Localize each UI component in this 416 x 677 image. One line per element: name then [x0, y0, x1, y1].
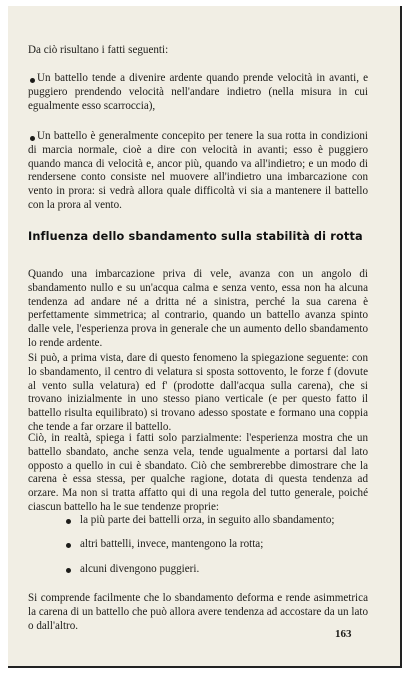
page-number: 163 [335, 628, 352, 640]
paragraph-2: Si può, a prima vista, dare di questo fenomeno la spiegazione seguente: con lo sbandamento, il centro di velatura si sposta sottovento, le forze f (dovute al vento sulla velatura) ed f' (prodotte dall'acqua sulla carena), che si trovano inizialmente in uno stesso piano verticale (e per questo fatto il battello risulta equilibrato) si trovano adesso spostate e formano una coppia che tende a far orzare il battello. [28, 352, 368, 433]
sub-bullet-2: altri battelli, invece, mantengono la rotta; [80, 538, 264, 550]
lead-sentence: Da ciò risultano i fatti seguenti: [28, 44, 169, 56]
paragraph-1: Quando una imbarcazione priva di vele, avanza con un angolo di sbandamento nullo e su un'acqua calma e senza vento, essa non ha alcuna tendenza ad andare né a dritta né a sinistra, perché la sua carena è perfettamente simmetrica; al contrario, quando un battello avanza spinto dalle vele, l'esperienza prova in generale che un aumento dello sbandamento lo rende ardente. [28, 268, 368, 349]
paragraph-3: Ciò, in realtà, spiega i fatti solo parzialmente: l'esperienza mostra che un battello sbandato, anche senza vela, tende ugualmente a portarsi dal lato opposto a quello in cui è sbandato. Ciò che sembrerebbe dimostrare che la carena è essa stessa, per qualche ragione, dotata di questa tendenza ad orzare. Ma non si tratta affatto qui di una regola del tutto generale, poiché ciascun battello ha le sue tendenze proprie: [28, 432, 368, 513]
bullet-item-2-text: Un battello è generalmente concepito per tenere la sua rotta in condizioni di marcia normale, cioè a dire con velocità in avanti; esso è puggiero quando manca di velocità e, ancor più, quando va all'indietro; e un modo di rendersene conto consiste nel muovere all'indietro una imbarcazione con vento in prora: si vedrà allora quale difficoltà vi sia a mantenere il battello con la prora al vento. [28, 130, 368, 211]
section-heading: Influenza dello sbandamento sulla stabilità di rotta [28, 230, 363, 243]
book-page [8, 6, 402, 668]
sub-bullet-dot [66, 519, 71, 524]
sub-bullet-dot [66, 543, 71, 548]
bullet-item-2 [28, 130, 368, 213]
sub-bullet-1: la più parte dei battelli orza, in seguito allo sbandamento; [80, 514, 335, 526]
bullet-item-1-text: Un battello tende a divenire ardente quando prende velocità in avanti, e puggiero prendendo velocità nell'andare indietro (nella misura in cui egualmente esso scarroccia), [28, 72, 368, 112]
closing-paragraph: Si comprende facilmente che lo sbandamento deforma e rende asimmetrica la carena di un battello che può allora avere tendenza ad accostare da un lato o dall'altro. [28, 592, 368, 632]
bullet-item-1 [28, 72, 368, 113]
sub-bullet-dot [66, 568, 71, 573]
sub-bullet-3: alcuni divengono puggieri. [80, 563, 200, 575]
